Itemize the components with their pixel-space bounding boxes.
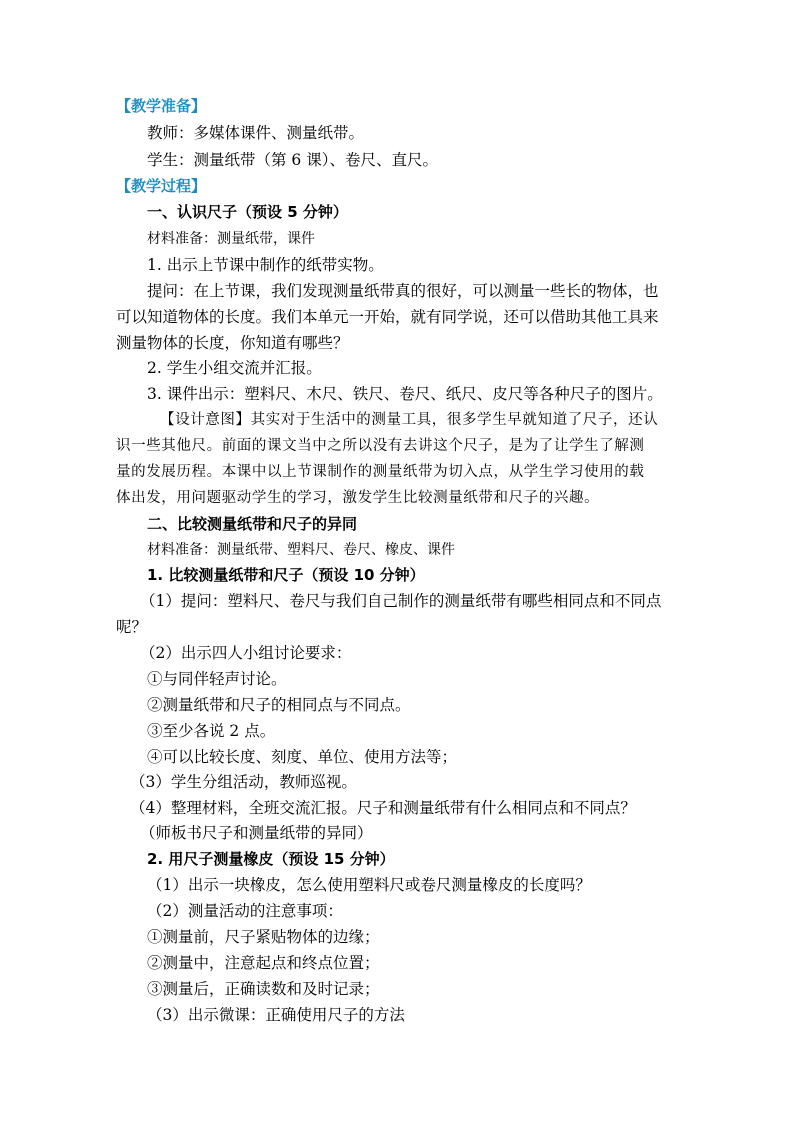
prep-student-line: 学生：测量纸带（第 6 课）、卷尺、直尺。	[147, 151, 438, 169]
part2-title: 二、比较测量纸带和尺子的异同	[147, 515, 358, 533]
part2-sub2-title: 2. 用尺子测量橡皮（预设 15 分钟）	[147, 850, 395, 868]
sub1-question4-note: （师板书尺子和测量纸带的异同）	[140, 824, 373, 842]
sub2-question2: （2）测量活动的注意事项：	[147, 902, 343, 920]
section-heading-preparation: 【教学准备】	[116, 97, 207, 115]
part1-title: 一、认识尺子（预设 5 分钟）	[147, 203, 348, 221]
prep-teacher-line: 教师：多媒体课件、测量纸带。	[147, 124, 365, 142]
design-intent-line-3: 量的发展历程。本课中以上节课制作的测量纸带为切入点，从学生学习使用的载	[116, 464, 645, 480]
discussion-requirement-1: ①与同伴轻声讨论。	[147, 670, 287, 688]
section-heading-process: 【教学过程】	[116, 177, 207, 195]
sub2-question1: （1）出示一块橡皮，怎么使用塑料尺或卷尺测量橡皮的长度吗？	[147, 876, 591, 894]
discussion-requirement-3: ③至少各说 2 点。	[147, 722, 276, 740]
sub1-question4: （4）整理材料，全班交流汇报。尺子和测量纸带有什么相同点和不同点？	[130, 799, 636, 817]
measure-note-2: ②测量中，注意起点和终点位置；	[147, 954, 380, 972]
part2-materials: 材料准备：测量纸带、塑料尺、卷尺、橡皮、课件	[147, 542, 455, 558]
discussion-requirement-4: ④可以比较长度、刻度、单位、使用方法等；	[147, 748, 458, 766]
sub1-question1-line-1: （1）提问：塑料尺、卷尺与我们自己制作的测量纸带有哪些相同点和不同点	[140, 592, 662, 610]
sub1-question1-line-2: 呢？	[116, 618, 148, 636]
measure-note-1: ①测量前，尺子紧贴物体的边缘；	[147, 928, 380, 946]
part1-step3: 3. 课件出示：塑料尺、木尺、铁尺、卷尺、纸尺、皮尺等各种尺子的图片。	[147, 385, 663, 403]
part1-question-line-2: 可以知道物体的长度。我们本单元一开始，就有同学说，还可以借助其他工具来	[116, 308, 659, 326]
sub1-question2: （2）出示四人小组讨论要求：	[140, 644, 352, 662]
part1-step1: 1. 出示上节课中制作的纸带实物。	[147, 256, 384, 274]
part1-question-line-3: 测量物体的长度，你知道有哪些？	[116, 334, 349, 352]
design-intent-line-2: 识一些其他尺。前面的课文当中之所以没有去讲这个尺子，是为了让学生了解测	[116, 438, 645, 454]
sub2-question3: （3）出示微课：正确使用尺子的方法	[147, 1006, 405, 1024]
part1-materials: 材料准备：测量纸带，课件	[147, 231, 315, 247]
design-intent-line-1: 【设计意图】其实对于生活中的测量工具，很多学生早就知道了尺子，还认	[160, 412, 659, 428]
discussion-requirement-2: ②测量纸带和尺子的相同点与不同点。	[147, 696, 411, 714]
sub1-question3: （3）学生分组活动，教师巡视。	[130, 773, 357, 791]
part1-question-line-1: 提问：在上节课，我们发现测量纸带真的很好，可以测量一些长的物体，也	[147, 282, 659, 300]
measure-note-3: ③测量后，正确读数和及时记录；	[147, 980, 380, 998]
design-intent-line-4: 体出发，用问题驱动学生的学习，激发学生比较测量纸带和尺子的兴趣。	[116, 490, 600, 506]
part1-step2: 2. 学生小组交流并汇报。	[147, 359, 322, 377]
part2-sub1-title: 1. 比较测量纸带和尺子（预设 10 分钟）	[147, 566, 425, 584]
